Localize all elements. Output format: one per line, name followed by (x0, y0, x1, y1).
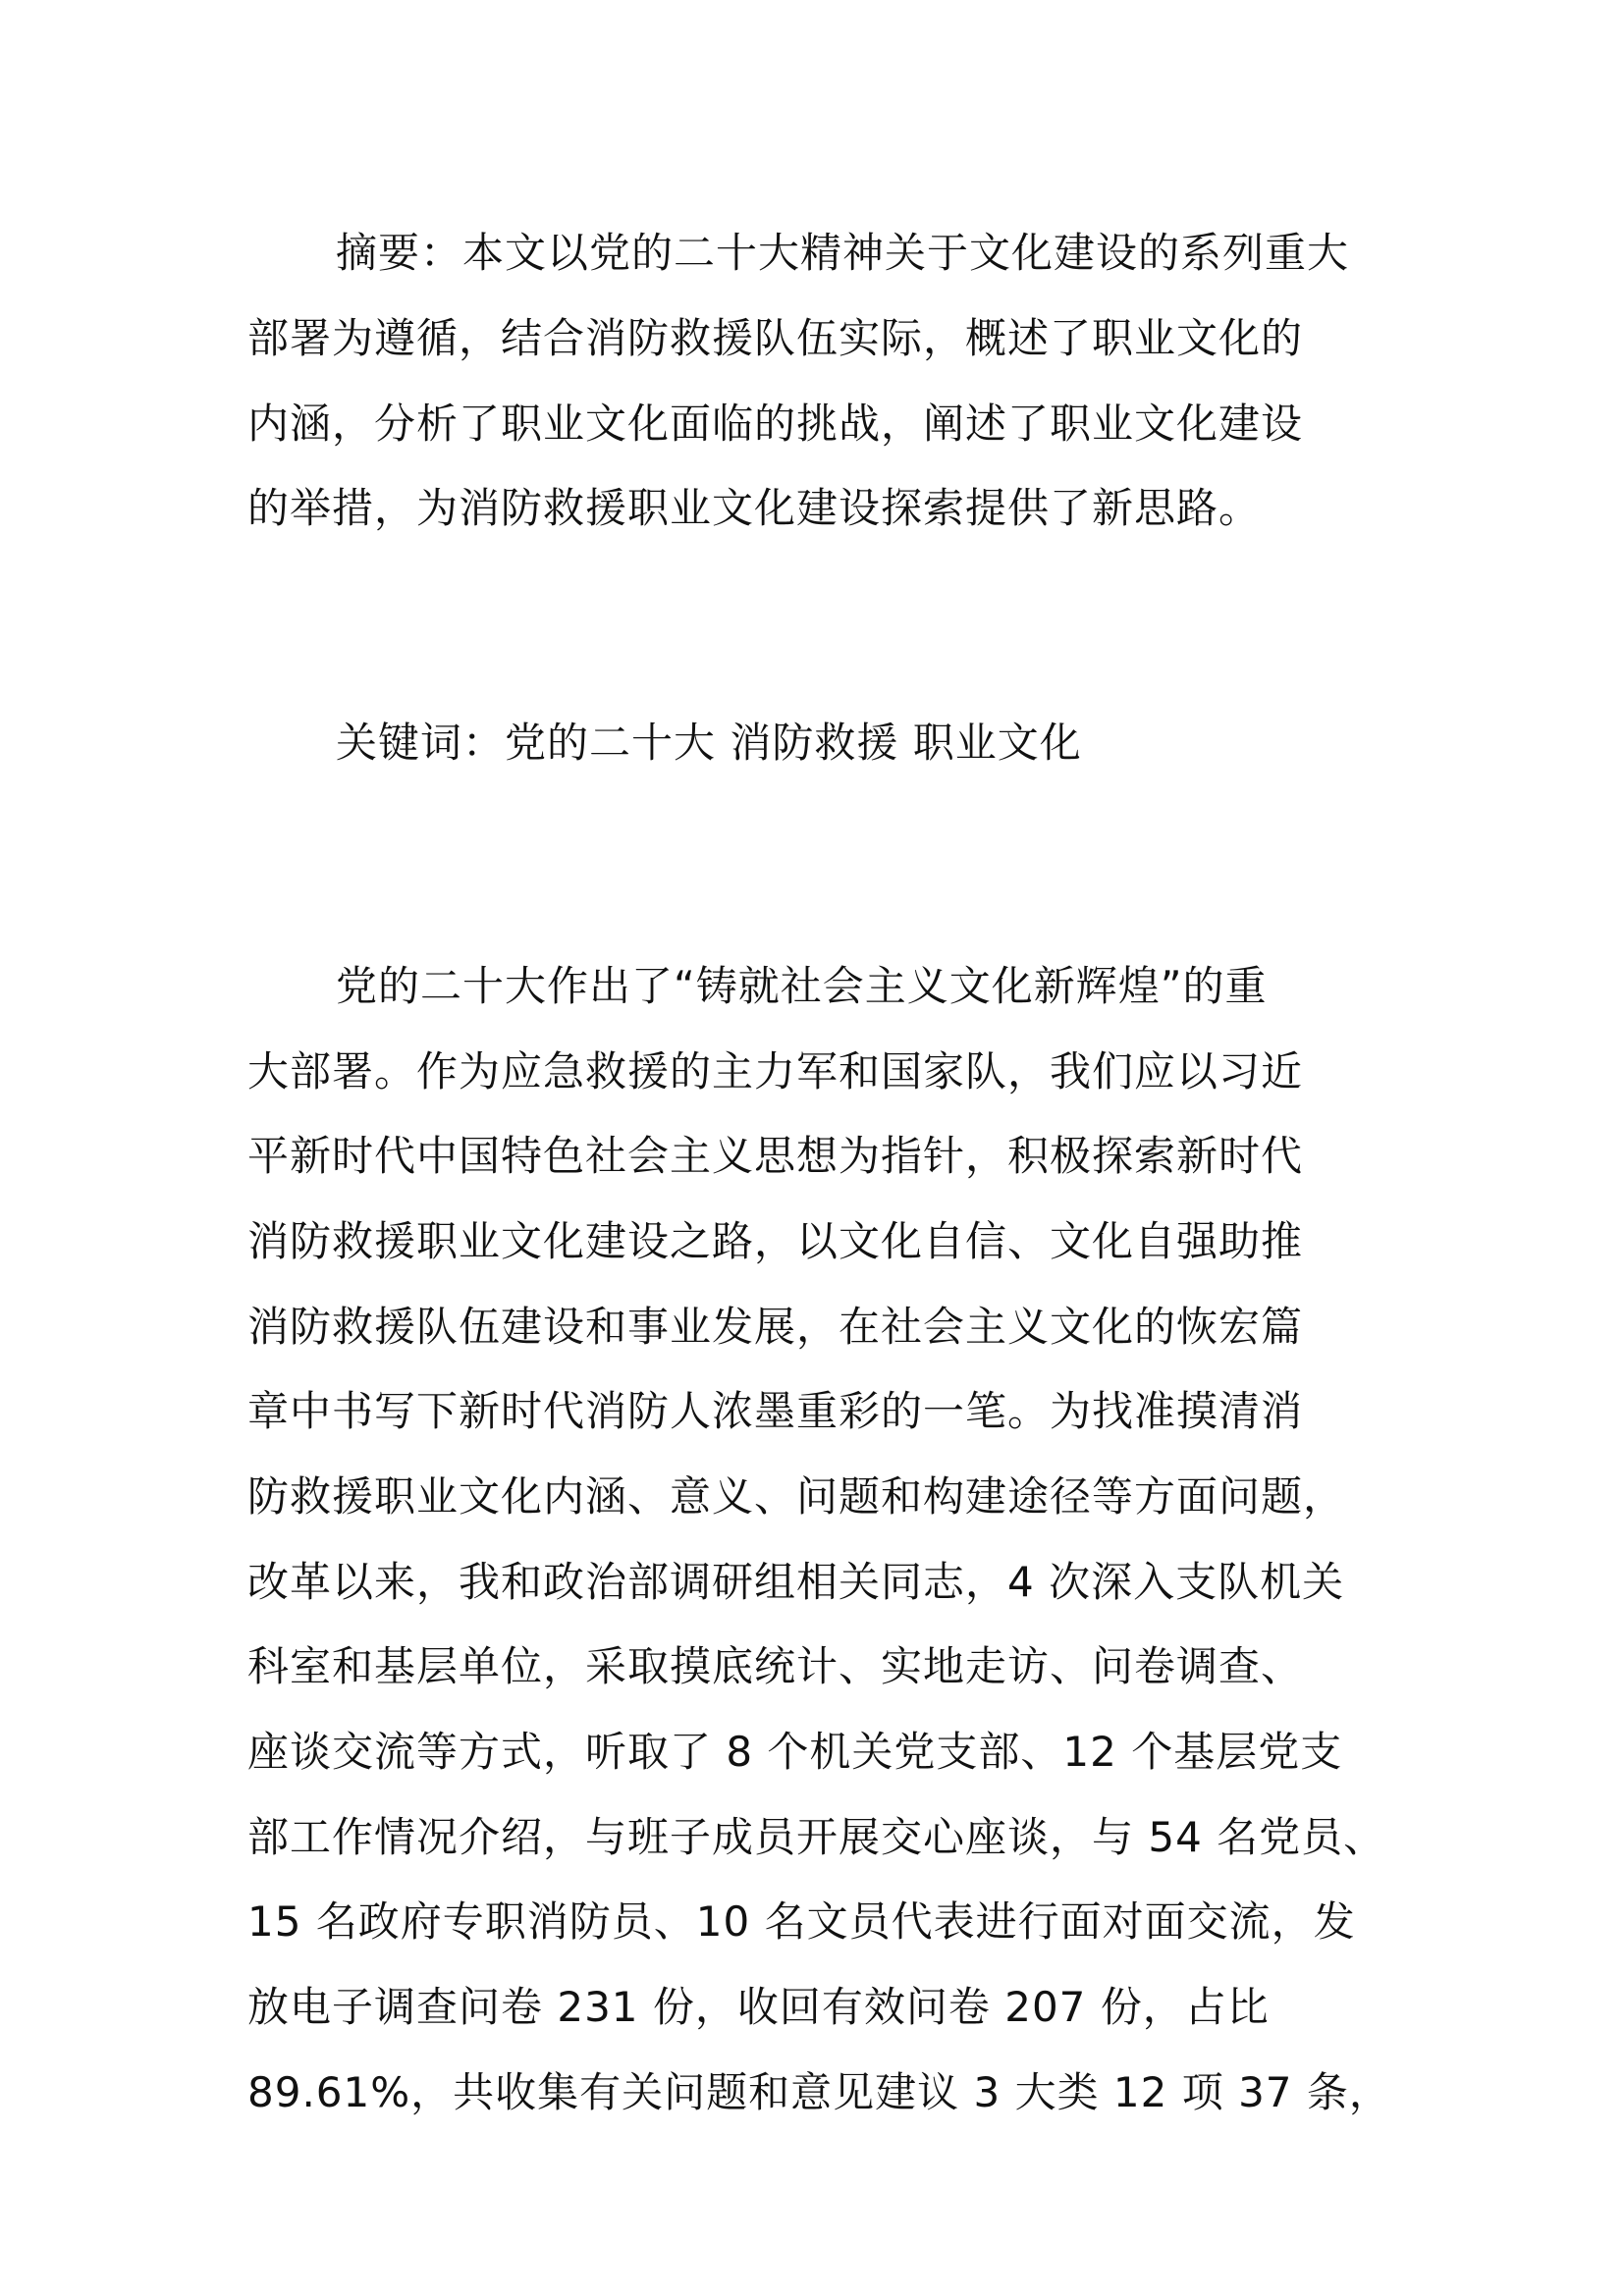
body-line: 防救援职业文化内涵、意义、问题和构建途径等方面问题， (247, 1472, 1346, 1521)
body-line: 平新时代中国特色社会主义思想为指针，积极探索新时代 (247, 1132, 1304, 1180)
body-line: 改革以来，我和政治部调研组相关同志，4 次深入支队机关 (247, 1558, 1345, 1606)
body-line: 放电子调查问卷 231 份，收回有效问卷 207 份，占比 (247, 1983, 1270, 2031)
abstract-line: 内涵，分析了职业文化面临的挑战，阐述了职业文化建设 (247, 400, 1304, 448)
body-line: 党的二十大作出了“铸就社会主义文化新辉煌”的重 (336, 962, 1268, 1010)
body-line: 15 名政府专职消防员、10 名文员代表进行面对面交流，发 (247, 1897, 1356, 1946)
body-line: 89.61%，共收集有关问题和意见建议 3 大类 12 项 37 条， (247, 2068, 1391, 2116)
keywords-line: 关键词：党的二十大 消防救援 职业文化 (336, 719, 1082, 767)
body-line: 部工作情况介绍，与班子成员开展交心座谈，与 54 名党员、 (247, 1813, 1386, 1861)
body-line: 座谈交流等方式，听取了 8 个机关党支部、12 个基层党支 (247, 1728, 1343, 1776)
abstract-line: 摘要：本文以党的二十大精神关于文化建设的系列重大 (336, 229, 1350, 277)
body-line: 消防救援队伍建设和事业发展，在社会主义文化的恢宏篇 (247, 1303, 1304, 1351)
body-line: 章中书写下新时代消防人浓墨重彩的一笔。为找准摸清消 (247, 1387, 1304, 1435)
abstract-line: 的举措，为消防救援职业文化建设探索提供了新思路。 (247, 484, 1262, 532)
body-line: 消防救援职业文化建设之路，以文化自信、文化自强助推 (247, 1217, 1304, 1265)
body-line: 科室和基层单位，采取摸底统计、实地走访、问卷调查、 (247, 1642, 1304, 1690)
body-line: 大部署。作为应急救援的主力军和国家队，我们应以习近 (247, 1047, 1304, 1095)
abstract-line: 部署为遵循，结合消防救援队伍实际，概述了职业文化的 (247, 314, 1304, 362)
